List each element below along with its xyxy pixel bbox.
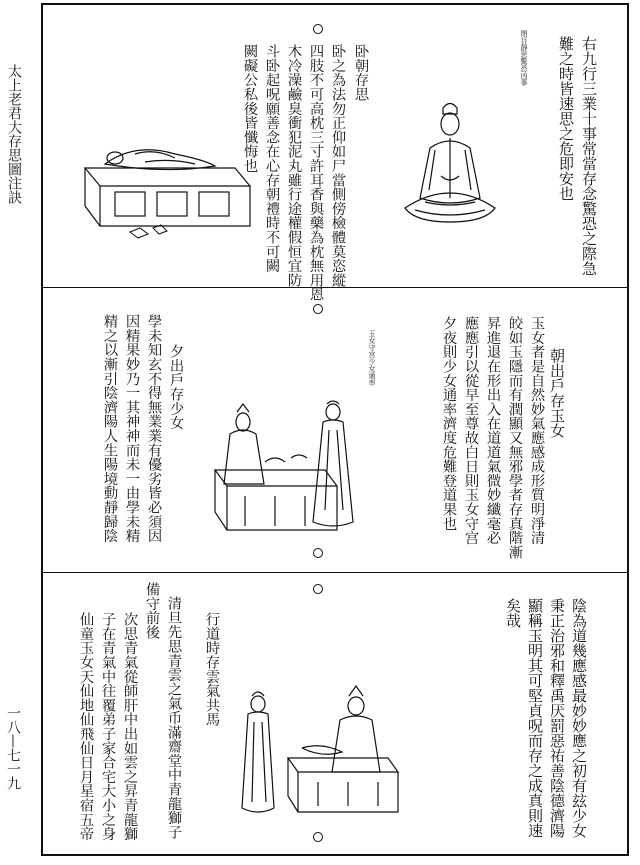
panel-divider-1 xyxy=(41,287,629,288)
text-column: 斗卧起呪願善念在心存朝禮時不可闕 xyxy=(264,44,280,273)
panel-divider-2 xyxy=(41,572,629,573)
text-column: 闕礙公私後皆懺悔也 xyxy=(242,44,258,173)
text-column: 夕夜則少女通率濟度危難登道果也 xyxy=(441,316,457,531)
reclining-figure-on-bed-illustration xyxy=(75,128,255,248)
registration-circle xyxy=(313,24,323,34)
text-column: 次思青氣從師肝中出如雲之昇青龍獅 xyxy=(122,612,138,841)
text-column: 陰為道幾應感最妙妙應之初有玆少女 xyxy=(570,598,588,838)
text-column: 皎如玉隱而有潤顯又無邪學者存真階漸 xyxy=(507,316,523,560)
illustration-caption: 玉女守宫少女通率 xyxy=(368,330,376,386)
text-column: 木冷澡鹼臭衝犯泥丸雖行途權假恒宜防 xyxy=(286,44,302,288)
section-heading: 行道時存雲氣共馬 xyxy=(204,612,220,727)
text-column: 精之以漸引陰濟陽人生陽境動靜歸陰 xyxy=(102,314,118,543)
text-column: 顯稱玉明其可堅貞呪而存之成真則速 xyxy=(526,598,544,838)
registration-circle xyxy=(313,832,323,842)
seated-figure-illustration xyxy=(385,90,515,240)
registration-circle xyxy=(313,584,323,594)
text-column: 矣哉 xyxy=(504,598,522,628)
text-column: 清旦先思青雲之氣币滿齋堂中青龍獅子 xyxy=(166,596,182,840)
text-column: 備守前後 xyxy=(144,582,160,640)
text-column: 卧之為法勿正仰如尸當側傍檢體莫恣縱 xyxy=(330,44,346,288)
text-column: 玉女者是自然妙氣應感成形質明淨清 xyxy=(529,316,545,545)
seated-figure-with-maiden-illustration xyxy=(195,400,365,550)
page-number: 一八—七一九 xyxy=(5,706,21,790)
text-column: 右九行三業十事常當存念驚恐之際急 xyxy=(580,36,598,276)
text-column: 難之時皆速思之危即安也 xyxy=(557,36,575,201)
text-column: 四肢不可高枕三寸許耳香與藥為枕無用恩 xyxy=(308,44,324,302)
registration-circle xyxy=(313,304,323,314)
side-title: 太上老君大存思圖注訣 xyxy=(6,64,22,204)
text-column: 仙童玉女天仙地仙飛仙日月星宿五帝 xyxy=(78,612,94,841)
text-column: 昇進退在形出入在道道氣微妙纖毫必 xyxy=(485,316,501,545)
text-column: 學未知玄不得無業業有優劣皆必須因 xyxy=(146,314,162,543)
section-heading: 朝出戶存玉女 xyxy=(548,348,566,438)
text-column: 應應引以從早至尊故白日則玉女守宫 xyxy=(463,316,479,545)
text-column: 子在青氣中往覆弟子家合宅大小之身 xyxy=(100,612,116,841)
text-column: 秉正治邪和釋禹厌罰惡祐善陰德濟陽 xyxy=(548,598,566,838)
illustration-caption: 閉目靜思驚恐凶事 xyxy=(520,30,528,86)
section-heading: 卧朝存思 xyxy=(353,44,369,102)
section-heading: 夕出戶存少女 xyxy=(168,344,184,430)
figure-with-attendant-illustration xyxy=(228,678,403,828)
text-column: 因精果妙乃一其神神而未一由學未精 xyxy=(124,314,140,543)
